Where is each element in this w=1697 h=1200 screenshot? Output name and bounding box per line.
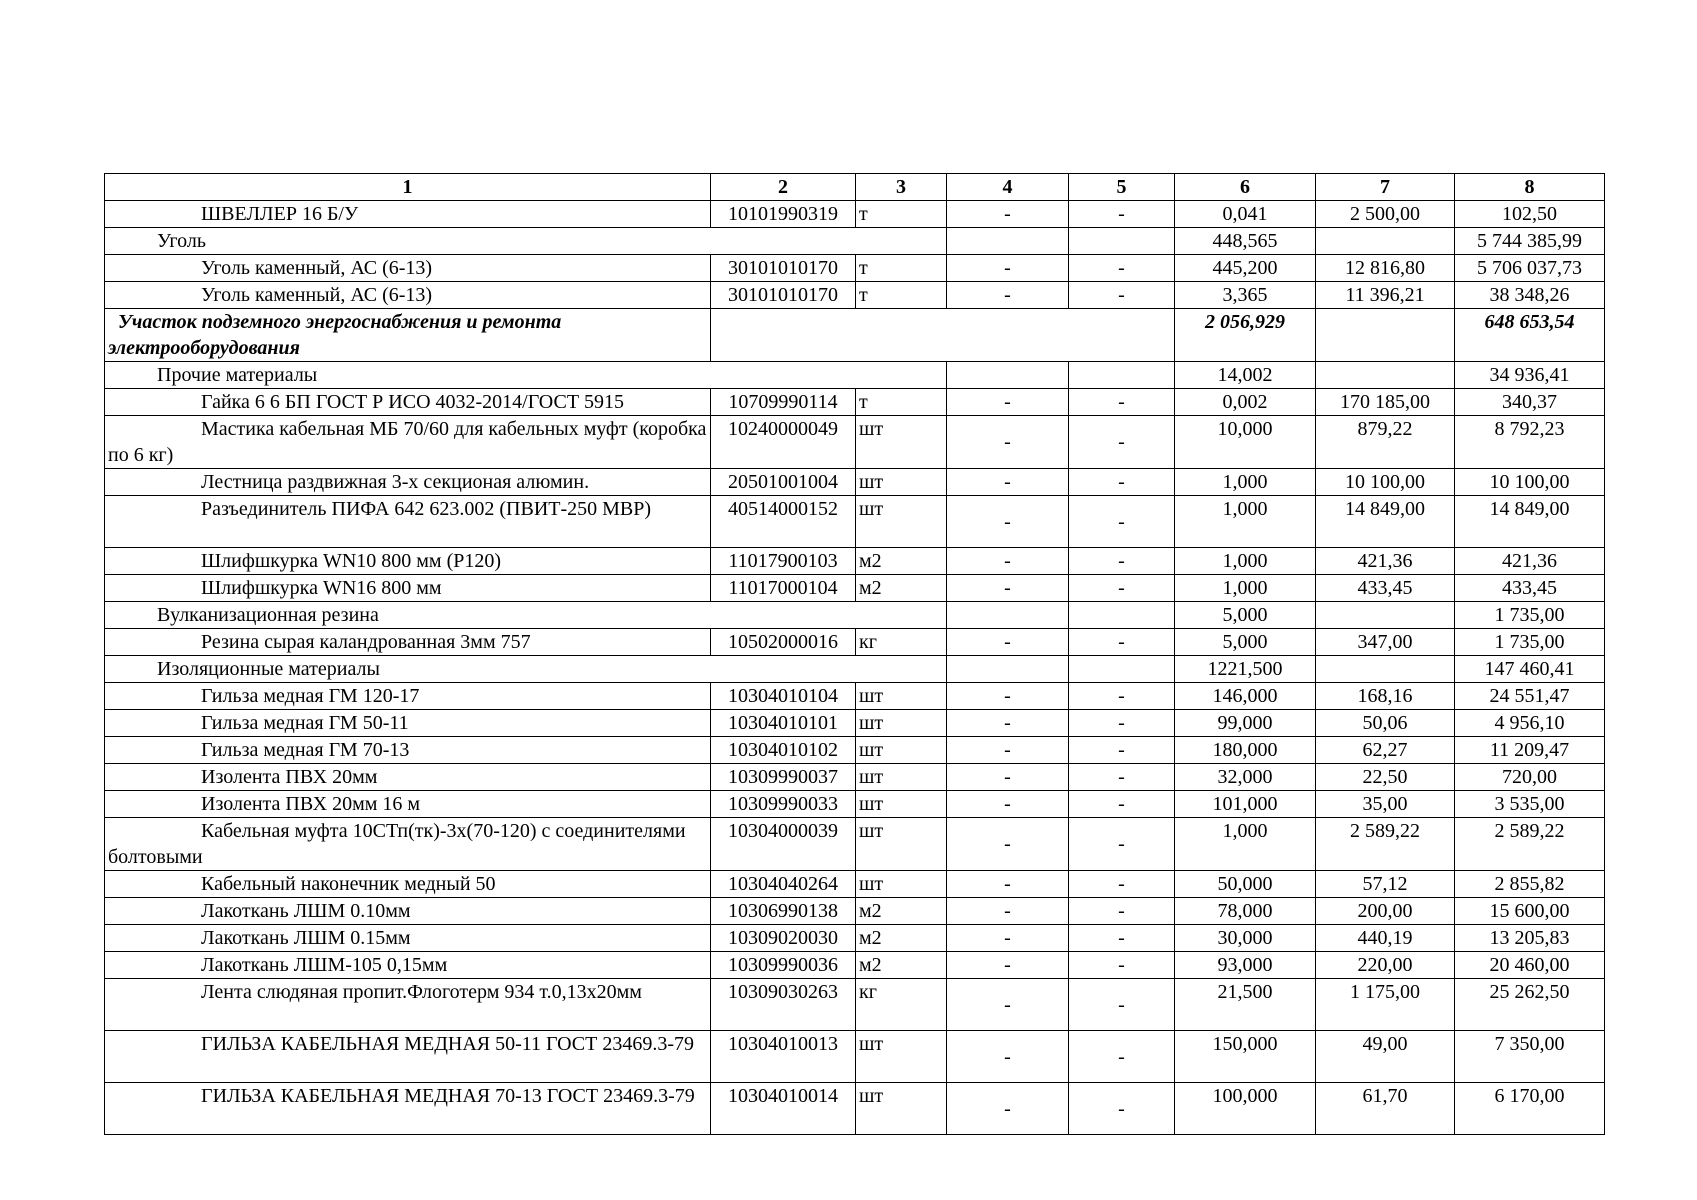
item-code: 10304010014 [711, 1083, 856, 1135]
item-col-4: - [947, 469, 1069, 496]
item-quantity: 445,200 [1175, 255, 1316, 282]
group-col-4 [947, 362, 1069, 389]
item-code: 10309990033 [711, 791, 856, 818]
item-col-5: - [1069, 979, 1175, 1031]
group-price [1316, 656, 1455, 683]
item-name: Лестница раздвижная 3-х секционая алюмин. [105, 469, 711, 496]
item-unit: шт [856, 871, 947, 898]
item-name: Гайка 6 6 БП ГОСТ Р ИСО 4032-2014/ГОСТ 5915 [105, 389, 711, 416]
table-row [105, 898, 1605, 925]
item-unit: шт [856, 416, 947, 469]
table-row [105, 871, 1605, 898]
item-col-5: - [1069, 389, 1175, 416]
item-quantity: 30,000 [1175, 925, 1316, 952]
item-col-5: - [1069, 575, 1175, 602]
item-code: 20501001004 [711, 469, 856, 496]
item-code: 10309020030 [711, 925, 856, 952]
section-row [105, 309, 1605, 362]
item-col-4: - [947, 575, 1069, 602]
item-price: 220,00 [1316, 952, 1455, 979]
item-col-5: - [1069, 469, 1175, 496]
item-unit: шт [856, 496, 947, 548]
item-quantity: 1,000 [1175, 469, 1316, 496]
item-unit: шт [856, 737, 947, 764]
item-price: 10 100,00 [1316, 469, 1455, 496]
item-sum: 11 209,47 [1455, 737, 1605, 764]
item-code: 10309030263 [711, 979, 856, 1031]
item-col-4: - [947, 1031, 1069, 1083]
item-price: 2 500,00 [1316, 201, 1455, 228]
table-row [105, 925, 1605, 952]
group-col-4 [947, 656, 1069, 683]
item-quantity: 5,000 [1175, 629, 1316, 656]
item-name: Лакоткань ЛШМ-105 0,15мм [105, 952, 711, 979]
item-name: ГИЛЬЗА КАБЕЛЬНАЯ МЕДНАЯ 50-11 ГОСТ 23469.3-79 [105, 1031, 711, 1083]
materials-table [104, 173, 1605, 1135]
item-quantity: 101,000 [1175, 791, 1316, 818]
item-unit: шт [856, 469, 947, 496]
item-name: Лента слюдяная пропит.Флоготерм 934 т.0,13х20мм [105, 979, 711, 1031]
item-unit: м2 [856, 898, 947, 925]
item-name: Уголь каменный, АС (6-13) [105, 282, 711, 309]
item-sum: 15 600,00 [1455, 898, 1605, 925]
item-col-5: - [1069, 952, 1175, 979]
item-code: 10304040264 [711, 871, 856, 898]
item-sum: 433,45 [1455, 575, 1605, 602]
item-name: Лакоткань ЛШМ 0.15мм [105, 925, 711, 952]
item-quantity: 1,000 [1175, 548, 1316, 575]
item-unit: м2 [856, 575, 947, 602]
column-number-row [105, 174, 1605, 201]
group-sum: 5 744 385,99 [1455, 228, 1605, 255]
item-name: ШВЕЛЛЕР 16 Б/У [105, 201, 711, 228]
column-number-7: 7 [1316, 174, 1455, 201]
table-row [105, 389, 1605, 416]
item-code: 10240000049 [711, 416, 856, 469]
item-col-4: - [947, 389, 1069, 416]
item-price: 421,36 [1316, 548, 1455, 575]
item-name: Резина сырая каландрованная 3мм 757 [105, 629, 711, 656]
table-row [105, 683, 1605, 710]
item-unit: т [856, 201, 947, 228]
item-quantity: 50,000 [1175, 871, 1316, 898]
item-sum: 14 849,00 [1455, 496, 1605, 548]
item-price: 49,00 [1316, 1031, 1455, 1083]
table-row [105, 1031, 1605, 1083]
item-code: 11017000104 [711, 575, 856, 602]
item-quantity: 0,041 [1175, 201, 1316, 228]
item-quantity: 146,000 [1175, 683, 1316, 710]
item-unit: кг [856, 979, 947, 1031]
item-sum: 6 170,00 [1455, 1083, 1605, 1135]
column-number-6: 6 [1175, 174, 1316, 201]
group-name: Уголь [105, 228, 947, 255]
item-quantity: 10,000 [1175, 416, 1316, 469]
item-quantity: 150,000 [1175, 1031, 1316, 1083]
column-number-4: 4 [947, 174, 1069, 201]
item-quantity: 93,000 [1175, 952, 1316, 979]
item-col-5: - [1069, 791, 1175, 818]
item-code: 10306990138 [711, 898, 856, 925]
item-unit: шт [856, 764, 947, 791]
table-row [105, 737, 1605, 764]
group-row [105, 362, 1605, 389]
item-code: 10304000039 [711, 818, 856, 871]
item-unit: шт [856, 818, 947, 871]
item-sum: 7 350,00 [1455, 1031, 1605, 1083]
item-unit: м2 [856, 952, 947, 979]
item-name: ГИЛЬЗА КАБЕЛЬНАЯ МЕДНАЯ 70-13 ГОСТ 23469.3-79 [105, 1083, 711, 1135]
item-col-4: - [947, 683, 1069, 710]
item-quantity: 99,000 [1175, 710, 1316, 737]
group-row [105, 602, 1605, 629]
item-sum: 8 792,23 [1455, 416, 1605, 469]
item-sum: 10 100,00 [1455, 469, 1605, 496]
item-unit: шт [856, 1031, 947, 1083]
item-col-4: - [947, 952, 1069, 979]
item-col-5: - [1069, 255, 1175, 282]
column-number-2: 2 [711, 174, 856, 201]
item-col-4: - [947, 898, 1069, 925]
group-row [105, 656, 1605, 683]
item-col-5: - [1069, 737, 1175, 764]
table-row [105, 629, 1605, 656]
item-code: 10304010013 [711, 1031, 856, 1083]
item-quantity: 32,000 [1175, 764, 1316, 791]
item-col-5: - [1069, 1083, 1175, 1135]
section-name: Участок подземного энергоснабжения и ремонта электрооборудования [105, 309, 711, 362]
item-code: 10309990036 [711, 952, 856, 979]
table-row [105, 818, 1605, 871]
group-quantity: 1221,500 [1175, 656, 1316, 683]
item-price: 35,00 [1316, 791, 1455, 818]
item-col-4: - [947, 818, 1069, 871]
item-code: 40514000152 [711, 496, 856, 548]
item-col-5: - [1069, 925, 1175, 952]
group-price [1316, 602, 1455, 629]
item-sum: 20 460,00 [1455, 952, 1605, 979]
table-row [105, 548, 1605, 575]
group-col-4 [947, 228, 1069, 255]
item-col-4: - [947, 282, 1069, 309]
item-quantity: 1,000 [1175, 575, 1316, 602]
item-col-5: - [1069, 548, 1175, 575]
section-sum: 648 653,54 [1455, 309, 1605, 362]
item-price: 62,27 [1316, 737, 1455, 764]
item-col-4: - [947, 737, 1069, 764]
item-name: Уголь каменный, АС (6-13) [105, 255, 711, 282]
item-col-5: - [1069, 871, 1175, 898]
item-col-5: - [1069, 898, 1175, 925]
item-quantity: 100,000 [1175, 1083, 1316, 1135]
item-unit: шт [856, 710, 947, 737]
item-col-5: - [1069, 201, 1175, 228]
item-col-5: - [1069, 282, 1175, 309]
item-name: Шлифшкурка WN16 800 мм [105, 575, 711, 602]
group-quantity: 5,000 [1175, 602, 1316, 629]
item-name: Шлифшкурка WN10 800 мм (Р120) [105, 548, 711, 575]
item-code: 10709990114 [711, 389, 856, 416]
item-sum: 4 956,10 [1455, 710, 1605, 737]
item-code: 10502000016 [711, 629, 856, 656]
item-unit: т [856, 389, 947, 416]
item-col-5: - [1069, 818, 1175, 871]
table-row [105, 1083, 1605, 1135]
item-col-4: - [947, 496, 1069, 548]
item-quantity: 0,002 [1175, 389, 1316, 416]
item-col-5: - [1069, 683, 1175, 710]
item-name: Изолента ПВХ 20мм 16 м [105, 791, 711, 818]
item-code: 10304010102 [711, 737, 856, 764]
column-number-1: 1 [105, 174, 711, 201]
item-sum: 421,36 [1455, 548, 1605, 575]
item-sum: 3 535,00 [1455, 791, 1605, 818]
group-name: Вулканизационная резина [105, 602, 947, 629]
item-col-5: - [1069, 496, 1175, 548]
item-price: 347,00 [1316, 629, 1455, 656]
item-sum: 1 735,00 [1455, 629, 1605, 656]
item-quantity: 1,000 [1175, 496, 1316, 548]
table-row [105, 575, 1605, 602]
item-sum: 38 348,26 [1455, 282, 1605, 309]
group-col-4 [947, 602, 1069, 629]
column-number-8: 8 [1455, 174, 1605, 201]
item-quantity: 21,500 [1175, 979, 1316, 1031]
group-name: Прочие материалы [105, 362, 947, 389]
item-price: 879,22 [1316, 416, 1455, 469]
item-price: 433,45 [1316, 575, 1455, 602]
item-code: 10304010101 [711, 710, 856, 737]
group-col-5 [1069, 602, 1175, 629]
item-price: 50,06 [1316, 710, 1455, 737]
item-sum: 5 706 037,73 [1455, 255, 1605, 282]
item-sum: 13 205,83 [1455, 925, 1605, 952]
item-col-4: - [947, 548, 1069, 575]
item-code: 30101010170 [711, 255, 856, 282]
table-row [105, 416, 1605, 469]
group-sum: 147 460,41 [1455, 656, 1605, 683]
item-sum: 2 855,82 [1455, 871, 1605, 898]
column-number-3: 3 [856, 174, 947, 201]
item-quantity: 180,000 [1175, 737, 1316, 764]
table-row [105, 710, 1605, 737]
item-price: 168,16 [1316, 683, 1455, 710]
item-sum: 24 551,47 [1455, 683, 1605, 710]
item-name: Лакоткань ЛШМ 0.10мм [105, 898, 711, 925]
item-price: 14 849,00 [1316, 496, 1455, 548]
table-row [105, 255, 1605, 282]
item-price: 2 589,22 [1316, 818, 1455, 871]
group-quantity: 14,002 [1175, 362, 1316, 389]
item-name: Разъединитель ПИФА 642 623.002 (ПВИТ-250 МВР) [105, 496, 711, 548]
item-price: 12 816,80 [1316, 255, 1455, 282]
item-sum: 720,00 [1455, 764, 1605, 791]
item-name: Гильза медная ГМ 120-17 [105, 683, 711, 710]
table-row [105, 469, 1605, 496]
item-unit: шт [856, 791, 947, 818]
item-col-5: - [1069, 710, 1175, 737]
group-col-5 [1069, 362, 1175, 389]
item-col-4: - [947, 871, 1069, 898]
item-col-4: - [947, 764, 1069, 791]
item-price: 1 175,00 [1316, 979, 1455, 1031]
item-code: 30101010170 [711, 282, 856, 309]
table-row [105, 979, 1605, 1031]
item-col-4: - [947, 925, 1069, 952]
item-quantity: 1,000 [1175, 818, 1316, 871]
item-name: Гильза медная ГМ 70-13 [105, 737, 711, 764]
item-unit: шт [856, 683, 947, 710]
item-sum: 340,37 [1455, 389, 1605, 416]
table-row [105, 791, 1605, 818]
group-col-5 [1069, 228, 1175, 255]
item-unit: шт [856, 1083, 947, 1135]
column-number-5: 5 [1069, 174, 1175, 201]
group-price [1316, 228, 1455, 255]
table-row [105, 496, 1605, 548]
item-unit: кг [856, 629, 947, 656]
item-quantity: 78,000 [1175, 898, 1316, 925]
item-quantity: 3,365 [1175, 282, 1316, 309]
item-name: Изолента ПВХ 20мм [105, 764, 711, 791]
item-price: 200,00 [1316, 898, 1455, 925]
group-price [1316, 362, 1455, 389]
item-name: Кабельный наконечник медный 50 [105, 871, 711, 898]
item-code: 10309990037 [711, 764, 856, 791]
item-col-4: - [947, 255, 1069, 282]
group-name: Изоляционные материалы [105, 656, 947, 683]
group-col-5 [1069, 656, 1175, 683]
section-quantity: 2 056,929 [1175, 309, 1316, 362]
group-quantity: 448,565 [1175, 228, 1316, 255]
item-sum: 25 262,50 [1455, 979, 1605, 1031]
item-col-4: - [947, 791, 1069, 818]
item-col-4: - [947, 201, 1069, 228]
item-unit: т [856, 282, 947, 309]
item-unit: м2 [856, 548, 947, 575]
table-row [105, 282, 1605, 309]
item-unit: м2 [856, 925, 947, 952]
item-price: 170 185,00 [1316, 389, 1455, 416]
group-sum: 34 936,41 [1455, 362, 1605, 389]
table-row [105, 952, 1605, 979]
item-col-4: - [947, 979, 1069, 1031]
item-code: 10101990319 [711, 201, 856, 228]
section-empty [711, 309, 1175, 362]
item-col-5: - [1069, 416, 1175, 469]
item-price: 440,19 [1316, 925, 1455, 952]
item-unit: т [856, 255, 947, 282]
item-col-4: - [947, 629, 1069, 656]
item-name: Кабельная муфта 10СТп(тк)-3х(70-120) с соединителями болтовыми [105, 818, 711, 871]
item-code: 11017900103 [711, 548, 856, 575]
section-price [1316, 309, 1455, 362]
item-col-4: - [947, 710, 1069, 737]
item-col-4: - [947, 416, 1069, 469]
table-row [105, 201, 1605, 228]
item-sum: 102,50 [1455, 201, 1605, 228]
item-col-5: - [1069, 1031, 1175, 1083]
table-row [105, 764, 1605, 791]
item-col-5: - [1069, 629, 1175, 656]
item-code: 10304010104 [711, 683, 856, 710]
materials-table-body [105, 174, 1605, 1135]
materials-table-page [104, 173, 1605, 1135]
item-name: Мастика кабельная МБ 70/60 для кабельных муфт (коробка по 6 кг) [105, 416, 711, 469]
item-price: 61,70 [1316, 1083, 1455, 1135]
item-col-4: - [947, 1083, 1069, 1135]
item-price: 11 396,21 [1316, 282, 1455, 309]
item-col-5: - [1069, 764, 1175, 791]
group-row [105, 228, 1605, 255]
group-sum: 1 735,00 [1455, 602, 1605, 629]
item-price: 22,50 [1316, 764, 1455, 791]
item-sum: 2 589,22 [1455, 818, 1605, 871]
item-price: 57,12 [1316, 871, 1455, 898]
item-name: Гильза медная ГМ 50-11 [105, 710, 711, 737]
